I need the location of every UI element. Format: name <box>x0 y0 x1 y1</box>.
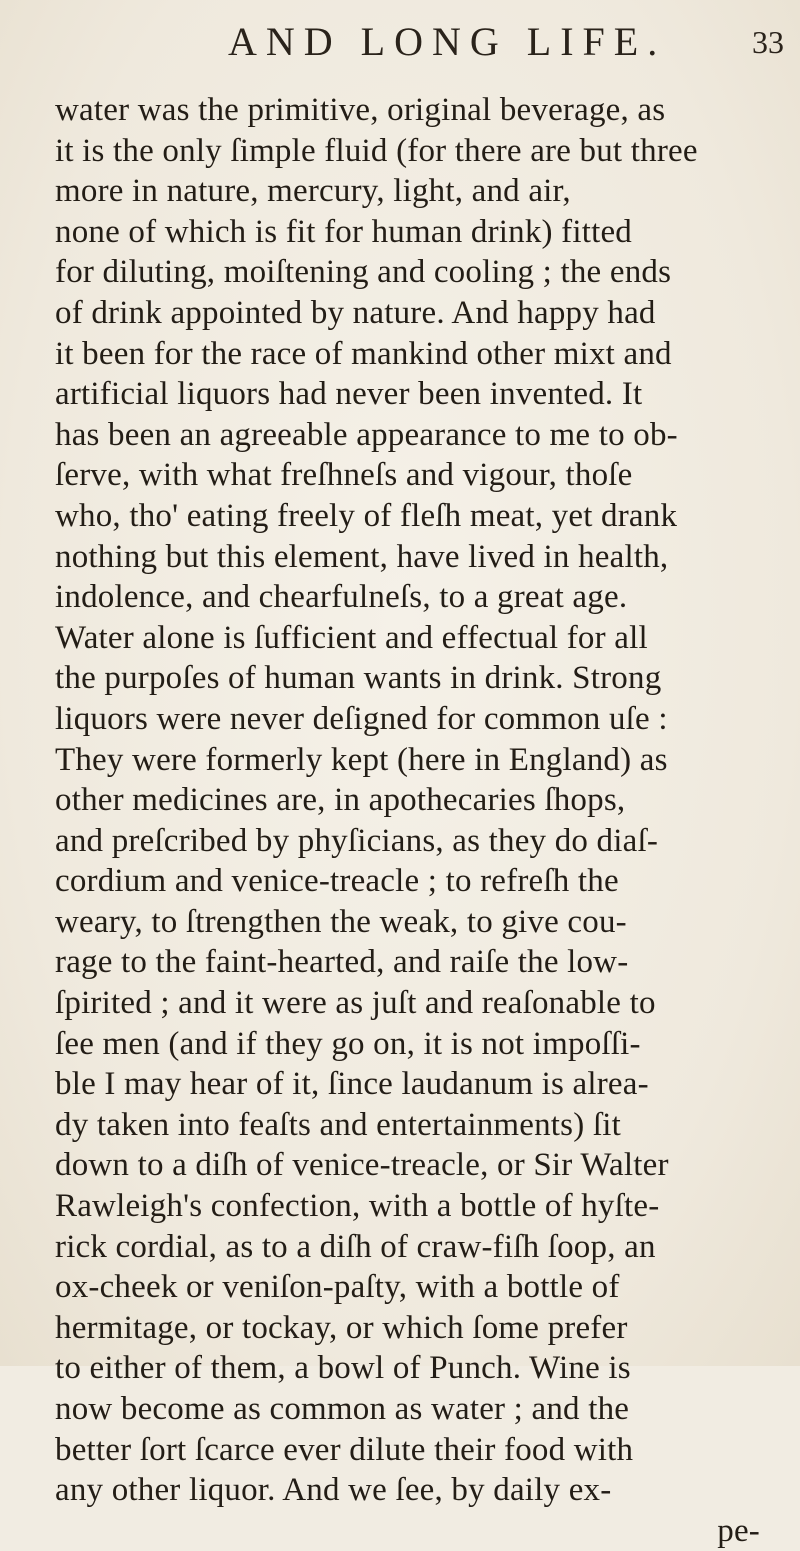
text-line: to either of them, a bowl of Punch. Wine is <box>55 1350 631 1387</box>
body-text <box>55 90 800 1551</box>
text-line: They were formerly kept (here in England) as <box>55 741 668 778</box>
running-title: AND LONG LIFE. <box>228 19 667 64</box>
text-line: nothing but this element, have lived in health, <box>55 538 669 575</box>
running-head <box>0 18 800 68</box>
text-line: more in nature, mercury, light, and air, <box>55 173 571 210</box>
text-line: artificial liquors had never been invented. It <box>55 376 643 413</box>
text-line: of drink appointed by nature. And happy had <box>55 294 656 331</box>
text-line: none of which is fit for human drink) fitted <box>55 213 633 250</box>
text-line: for diluting, moiſtening and cooling ; the ends <box>55 254 672 291</box>
text-line: has been an agreeable appearance to me to ob- <box>55 416 678 453</box>
text-line: ſpirited ; and it were as juſt and reaſonable to <box>55 985 656 1022</box>
text-line: the purpoſes of human wants in drink. Strong <box>55 660 662 697</box>
text-line: ſerve, with what freſhneſs and vigour, thoſe <box>55 457 633 494</box>
text-line: water was the primitive, original beverage, as <box>55 92 666 128</box>
text-line: weary, to ſtrengthen the weak, to give cou- <box>55 903 627 940</box>
text-line: better ſort ſcarce ever dilute their food with <box>55 1431 634 1468</box>
text-line: indolence, and chearfulneſs, to a great age. <box>55 579 628 616</box>
text-line: Rawleigh's confection, with a bottle of hyſte- <box>55 1188 660 1225</box>
text-line: ble I may hear of it, ſince laudanum is alrea- <box>55 1066 649 1103</box>
page-number: 33 <box>752 24 784 60</box>
text-line: ſee men (and if they go on, it is not impoſſi- <box>55 1025 641 1062</box>
text-line: dy taken into feaſts and entertainments) ſit <box>55 1106 621 1143</box>
text-line: it is the only ſimple fluid (for there are but three <box>55 132 698 169</box>
text-line: liquors were never deſigned for common uſe : <box>55 700 668 737</box>
text-line: hermitage, or tockay, or which ſome prefer <box>55 1309 628 1346</box>
text-line: down to a diſh of venice-treacle, or Sir Walter <box>55 1147 669 1184</box>
text-line: rage to the faint-hearted, and raiſe the low- <box>55 944 629 981</box>
text-line: ox-cheek or veniſon-paſty, with a bottle of <box>55 1269 620 1306</box>
text-line: any other liquor. And we ſee, by daily ex- <box>55 1472 612 1509</box>
text-line: it been for the race of mankind other mixt and <box>55 335 672 372</box>
catchword: pe- <box>717 1512 760 1549</box>
text-line: rick cordial, as to a diſh of craw-fiſh ſoop, an <box>55 1228 656 1265</box>
text-line: Water alone is ſufficient and effectual for all <box>55 619 648 656</box>
text-line: now become as common as water ; and the <box>55 1391 630 1427</box>
text-line: and preſcribed by phyſicians, as they do diaſ- <box>55 822 659 859</box>
text-line: cordium and venice-treacle ; to refreſh the <box>55 863 619 900</box>
text-line: who, tho' eating freely of fleſh meat, yet drank <box>55 497 678 534</box>
text-line: other medicines are, in apothecaries ſhops, <box>55 782 626 819</box>
